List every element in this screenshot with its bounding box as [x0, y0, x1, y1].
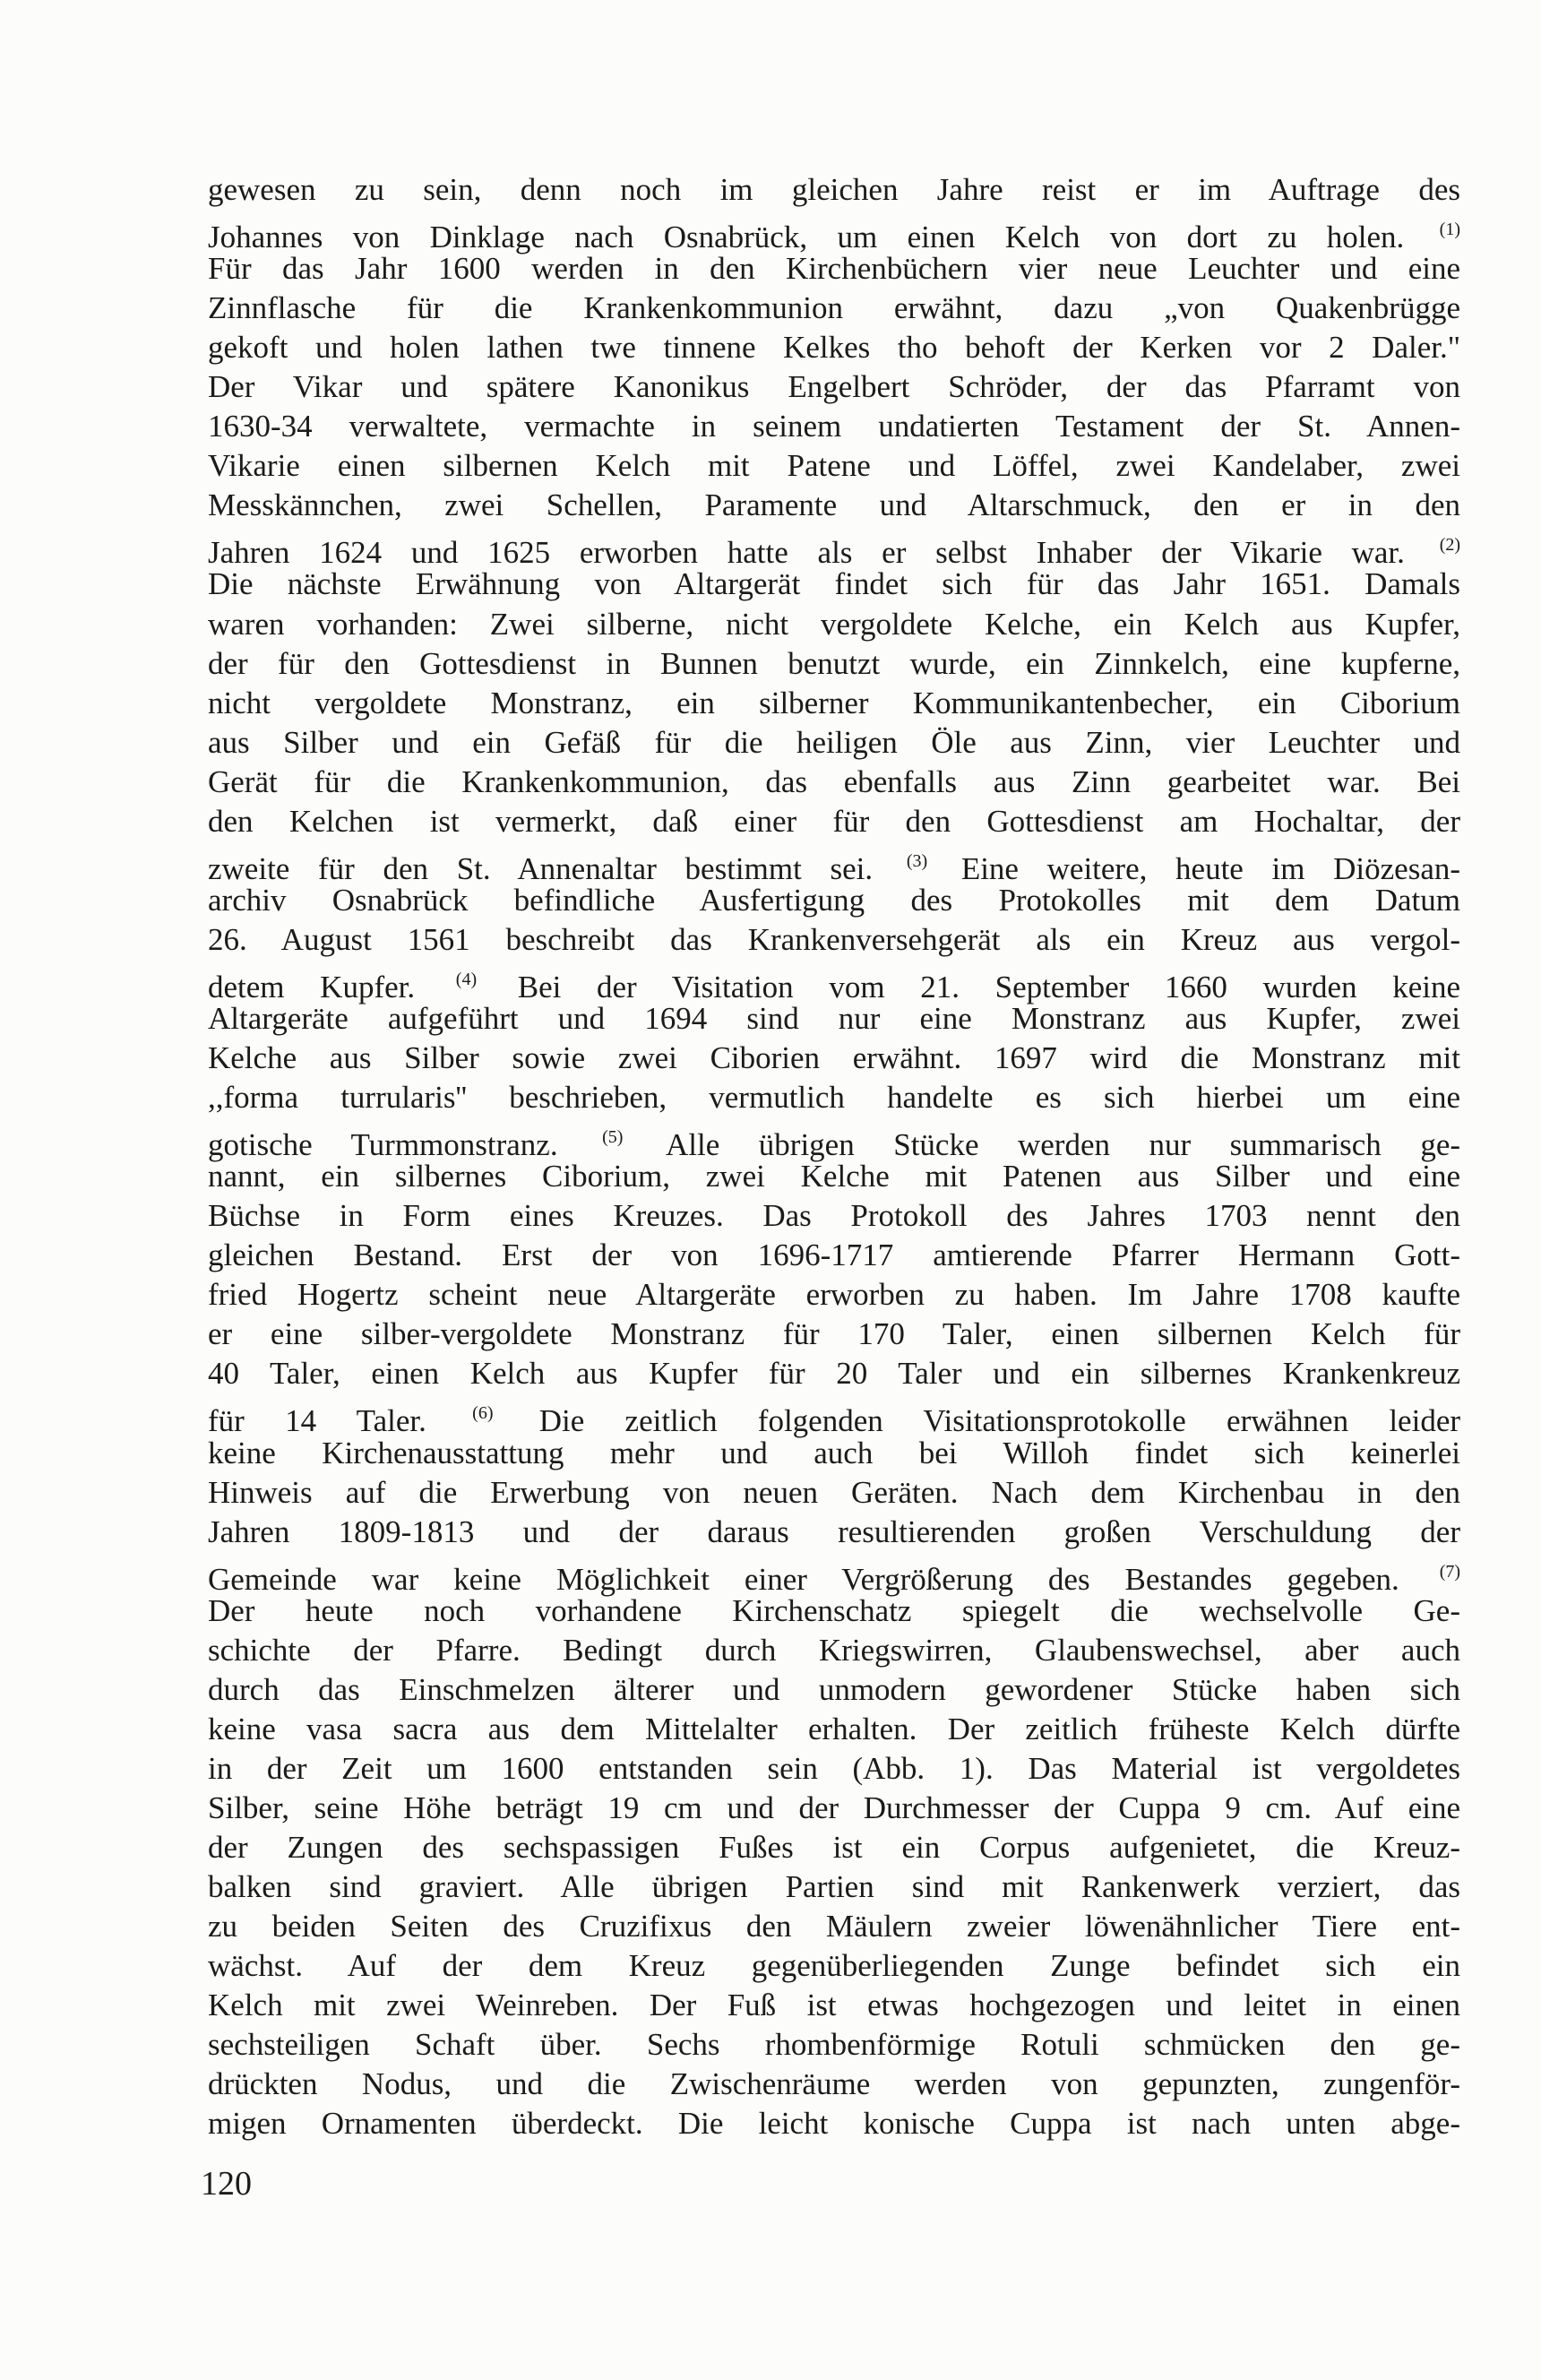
- text-line: [208, 1434, 1460, 1473]
- page-number: 120: [201, 2165, 252, 2203]
- line-text: nicht vergoldete Monstranz, ein silberner Kommunikantenbecher, ein Ciborium: [208, 685, 1460, 720]
- line-text: Die zeitlich folgenden Visitationsprotokolle erwähnen leider: [538, 1403, 1461, 1439]
- line-text: in der Zeit um 1600 entstanden sein (Abb. 1). Das Material ist vergoldetes: [208, 1750, 1460, 1786]
- text-line: [208, 367, 1460, 407]
- text-line: [208, 1631, 1460, 1670]
- line-text: Silber, seine Höhe beträgt 19 cm und der Durchmesser der Cuppa 9 cm. Auf eine: [208, 1789, 1460, 1825]
- text-line: [208, 1039, 1460, 1078]
- text-line: [208, 1196, 1460, 1236]
- text-line: [208, 1275, 1460, 1315]
- text-line: [208, 684, 1460, 723]
- line-text: Jahren 1624 und 1625 erworben hatte als er selbst Inhaber der Vikarie war.: [208, 535, 1405, 571]
- line-text: migen Ornamenten überdeckt. Die leicht konische Cuppa ist nach unten abge-: [208, 2106, 1460, 2142]
- line-text: drückten Nodus, und die Zwischenräume werden von gepunzten, zungenför-: [208, 2066, 1460, 2102]
- line-text: 1630-34 verwaltete, vermachte in seinem undatierten Testament der St. Annen-: [208, 409, 1460, 444]
- footnote-marker: (4): [455, 969, 478, 989]
- text-line: [208, 999, 1460, 1039]
- line-text: wächst. Auf der dem Kreuz gegenüberliegenden Zunge befindet sich ein: [208, 1948, 1460, 1984]
- footnote-marker: (3): [906, 850, 928, 871]
- line-text: schichte der Pfarre. Bedingt durch Kriegswirren, Glaubenswechsel, aber auch: [208, 1632, 1460, 1668]
- text-line: [208, 1907, 1460, 1946]
- line-text: Zinnflasche für die Krankenkommunion erwähnt, dazu „von Quakenbrügge: [208, 290, 1460, 326]
- footnote-marker: (1): [1439, 220, 1460, 240]
- text-line: [208, 1986, 1460, 2025]
- line-text: sechsteiligen Schaft über. Sechs rhombenförmige Rotuli schmücken den ge-: [208, 2027, 1460, 2063]
- line-text: Gemeinde war keine Möglichkeit einer Vergrößerung des Bestandes gegeben.: [208, 1561, 1399, 1597]
- line-text: gotische Turmmonstranz.: [208, 1127, 558, 1163]
- text-line: [208, 1828, 1460, 1867]
- line-text: keine vasa sacra aus dem Mittelalter erhalten. Der zeitlich früheste Kelch dürfte: [208, 1711, 1460, 1746]
- text-line: [208, 407, 1460, 446]
- footnote-marker: (2): [1439, 535, 1461, 556]
- text-line: [208, 170, 1460, 210]
- text-line: [208, 1078, 1460, 1117]
- line-text: für 14 Taler.: [208, 1403, 426, 1439]
- text-line: [208, 644, 1460, 684]
- text-line: [208, 2065, 1460, 2104]
- line-text: nannt, ein silbernes Ciborium, zwei Kelche mit Patenen aus Silber und eine: [208, 1159, 1460, 1194]
- line-text: Vikarie einen silbernen Kelch mit Patene und Löffel, zwei Kandelaber, zwei: [208, 448, 1460, 484]
- line-text: Der Vikar und spätere Kanonikus Engelbert Schröder, der das Pfarramt von: [208, 369, 1460, 405]
- line-text: Büchse in Form eines Kreuzes. Das Protokoll des Jahres 1703 nennt den: [208, 1198, 1460, 1234]
- line-text: Altargeräte aufgeführt und 1694 sind nur eine Monstranz aus Kupfer, zwei: [208, 1000, 1460, 1036]
- footnote-marker: (7): [1439, 1561, 1461, 1582]
- footnote-marker: (5): [602, 1127, 624, 1148]
- text-line: [208, 210, 1460, 255]
- text-line: [208, 723, 1460, 763]
- text-line: [208, 1393, 1461, 1439]
- line-text: Bei der Visitation vom 21. September 1660 wurden keine: [517, 969, 1460, 1005]
- line-text: fried Hogertz scheint neue Altargeräte erworben zu haben. Im Jahre 1708 kaufte: [208, 1277, 1460, 1313]
- text-line: [208, 249, 1460, 289]
- text-line: [208, 605, 1460, 644]
- line-text: Hinweis auf die Erwerbung von neuen Geräten. Nach dem Kirchenbau in den: [208, 1474, 1460, 1510]
- text-line: [208, 1710, 1460, 1749]
- line-text: der für den Gottesdienst in Bunnen benutzt wurde, ein Zinnkelch, eine kupferne,: [208, 645, 1460, 681]
- text-line: [208, 2104, 1460, 2143]
- text-line: [208, 920, 1460, 960]
- text-line: [208, 289, 1460, 328]
- line-text: keine Kirchenausstattung mehr und auch bei Willoh findet sich keinerlei: [208, 1435, 1460, 1470]
- text-line: [208, 1157, 1460, 1196]
- text-line: [208, 881, 1460, 920]
- line-text: Messkännchen, zwei Schellen, Paramente und Altarschmuck, den er in den: [208, 487, 1460, 523]
- text-line: [208, 2025, 1460, 2065]
- body-text: [208, 170, 1460, 2143]
- line-text: gewesen zu sein, denn noch im gleichen Jahre reist er im Auftrage des: [208, 172, 1460, 207]
- line-text: gekoft und holen lathen twe tinnene Kelkes tho behoft der Kerken vor 2 Daler.": [208, 330, 1460, 366]
- line-text: aus Silber und ein Gefäß für die heiligen Öle aus Zinn, vier Leuchter und: [208, 724, 1460, 760]
- text-line: [208, 1552, 1461, 1597]
- line-text: durch das Einschmelzen älterer und unmodern gewordener Stücke haben sich: [208, 1671, 1460, 1707]
- line-text: Alle übrigen Stücke werden nur summarisch ge-: [666, 1127, 1461, 1163]
- line-text: Kelch mit zwei Weinreben. Der Fuß ist etwas hochgezogen und leitet in einen: [208, 1988, 1460, 2023]
- text-line: [208, 446, 1460, 486]
- line-text: gleichen Bestand. Erst der von 1696-1717 amtierende Pfarrer Hermann Gott-: [208, 1237, 1460, 1273]
- line-text: zu beiden Seiten des Cruzifixus den Mäulern zweier löwenähnlicher Tiere ent-: [208, 1909, 1460, 1945]
- line-text: Die nächste Erwähnung von Altargerät findet sich für das Jahr 1651. Damals: [208, 566, 1460, 602]
- line-text: balken sind graviert. Alle übrigen Partien sind mit Rankenwerk verziert, das: [208, 1869, 1460, 1905]
- text-line: [208, 841, 1461, 886]
- text-line: [208, 525, 1461, 571]
- text-line: [208, 328, 1460, 367]
- line-text: ,,forma turrularis'' beschrieben, vermutlich handelte es sich hierbei um eine: [208, 1080, 1460, 1116]
- text-line: [208, 1354, 1460, 1393]
- line-text: Eine weitere, heute im Diözesan-: [960, 850, 1461, 886]
- line-text: Jahren 1809-1813 und der daraus resultierenden großen Verschuldung der: [208, 1513, 1460, 1549]
- text-line: [208, 802, 1460, 841]
- text-line: [208, 1867, 1460, 1907]
- line-text: Gerät für die Krankenkommunion, das ebenfalls aus Zinn gearbeitet war. Bei: [208, 763, 1460, 799]
- text-line: [208, 1473, 1460, 1513]
- text-line: [208, 1117, 1461, 1163]
- line-text: den Kelchen ist vermerkt, daß einer für den Gottesdienst am Hochaltar, der: [208, 803, 1460, 839]
- text-line: [208, 565, 1460, 604]
- line-text: waren vorhanden: Zwei silberne, nicht vergoldete Kelche, ein Kelch aus Kupfer,: [208, 606, 1460, 642]
- text-line: [208, 763, 1460, 802]
- line-text: zweite für den St. Annenaltar bestimmt sei.: [208, 850, 874, 886]
- line-text: Kelche aus Silber sowie zwei Ciborien erwähnt. 1697 wird die Monstranz mit: [208, 1040, 1460, 1076]
- line-text: der Zungen des sechspassigen Fußes ist ein Corpus aufgenietet, die Kreuz-: [208, 1829, 1460, 1865]
- text-line: [208, 1946, 1460, 1986]
- text-line: [208, 1789, 1460, 1828]
- text-line: [208, 960, 1460, 1005]
- line-text: 26. August 1561 beschreibt das Krankenversehgerät als ein Kreuz aus vergol-: [208, 921, 1460, 957]
- text-line: [208, 486, 1460, 525]
- line-text: detem Kupfer.: [208, 969, 416, 1005]
- text-line: [208, 1670, 1460, 1710]
- line-text: Für das Jahr 1600 werden in den Kirchenbüchern vier neue Leuchter und eine: [208, 251, 1460, 287]
- line-text: er eine silber-vergoldete Monstranz für 170 Taler, einen silbernen Kelch für: [208, 1316, 1460, 1352]
- text-line: [208, 1591, 1460, 1631]
- line-text: Johannes von Dinklage nach Osnabrück, um einen Kelch von dort zu holen.: [208, 220, 1405, 255]
- line-text: archiv Osnabrück befindliche Ausfertigung des Protokolles mit dem Datum: [208, 882, 1460, 918]
- footnote-marker: (6): [472, 1403, 494, 1424]
- text-line: [208, 1236, 1460, 1275]
- line-text: Der heute noch vorhandene Kirchenschatz spiegelt die wechselvolle Ge-: [208, 1592, 1460, 1628]
- text-line: [208, 1513, 1460, 1552]
- text-line: [208, 1749, 1460, 1789]
- line-text: 40 Taler, einen Kelch aus Kupfer für 20 Taler und ein silbernes Krankenkreuz: [208, 1356, 1460, 1392]
- text-line: [208, 1315, 1460, 1354]
